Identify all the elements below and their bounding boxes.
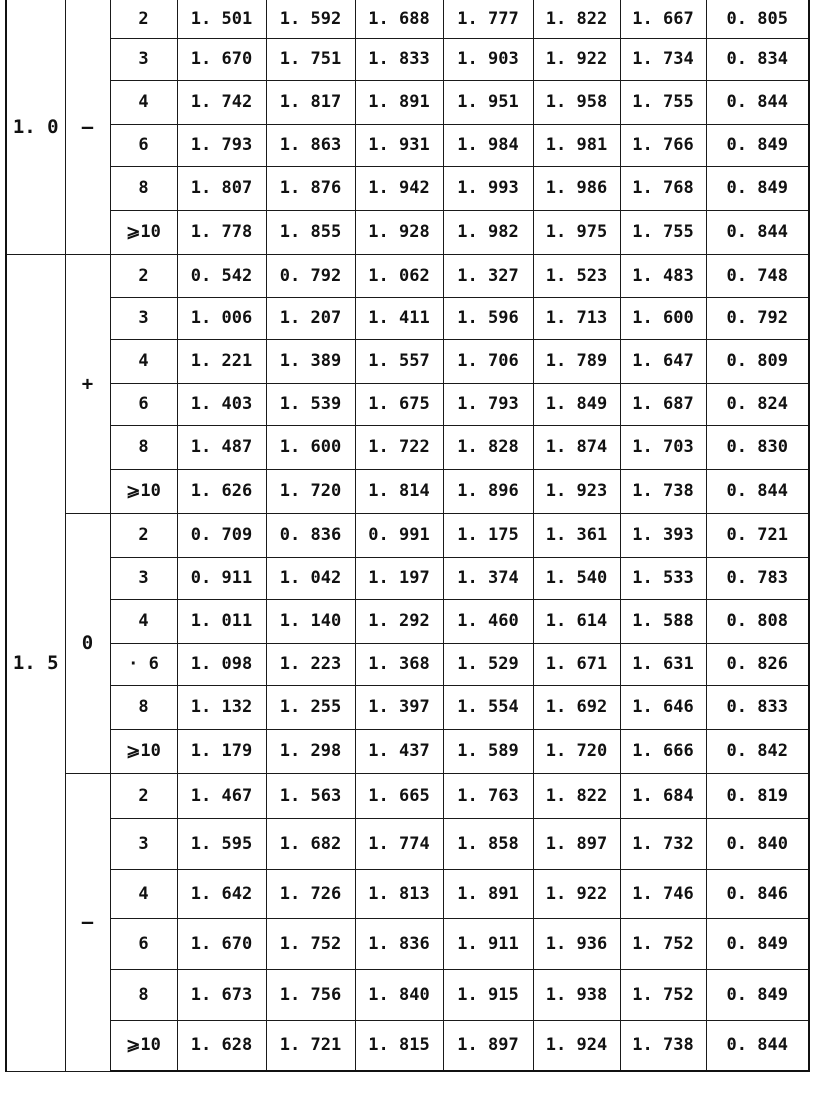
value-cell: 1. 793: [443, 383, 533, 425]
value-cell: 1. 849: [533, 383, 620, 425]
value-cell: 1. 327: [443, 254, 533, 297]
value-cell: 1. 911: [443, 918, 533, 969]
value-cell: 1. 675: [355, 383, 443, 425]
value-cell: 1. 840: [355, 969, 443, 1020]
value-cell: 1. 931: [355, 124, 443, 166]
value-cell: 1. 876: [266, 166, 355, 210]
value-cell: 0. 849: [706, 969, 809, 1020]
value-cell: 1. 922: [533, 38, 620, 80]
value-cell: 1. 928: [355, 210, 443, 254]
value-cell: 1. 501: [177, 0, 266, 38]
value-cell: 1. 713: [533, 297, 620, 339]
value-cell: 1. 752: [266, 918, 355, 969]
table-row: [6, 729, 809, 773]
n-cell: 6: [110, 918, 177, 969]
value-cell: 1. 600: [620, 297, 706, 339]
value-cell: 1. 467: [177, 773, 266, 818]
n-cell: ⩾10: [110, 729, 177, 773]
value-cell: 0. 808: [706, 599, 809, 643]
value-cell: 1. 951: [443, 80, 533, 124]
n-cell: ⩾10: [110, 469, 177, 513]
n-cell: 4: [110, 80, 177, 124]
value-cell: 1. 554: [443, 685, 533, 729]
table-row: [6, 210, 809, 254]
value-cell: 0. 709: [177, 513, 266, 557]
value-cell: 1. 833: [355, 38, 443, 80]
table-row: [6, 38, 809, 80]
value-cell: 1. 756: [266, 969, 355, 1020]
value-cell: 1. 529: [443, 643, 533, 685]
value-cell: 1. 814: [355, 469, 443, 513]
value-cell: 1. 393: [620, 513, 706, 557]
value-cell: 0. 805: [706, 0, 809, 38]
value-cell: 1. 828: [443, 425, 533, 469]
value-cell: 1. 897: [533, 818, 620, 869]
value-cell: 1. 768: [620, 166, 706, 210]
value-cell: 1. 540: [533, 557, 620, 599]
n-cell: 8: [110, 166, 177, 210]
value-cell: 1. 752: [620, 969, 706, 1020]
value-cell: 1. 596: [443, 297, 533, 339]
table-body: [6, 0, 809, 1071]
value-cell: 1. 397: [355, 685, 443, 729]
sign-cell: 0: [65, 513, 110, 773]
value-cell: 0. 792: [266, 254, 355, 297]
n-cell: 2: [110, 254, 177, 297]
value-cell: 1. 789: [533, 339, 620, 383]
n-cell: 3: [110, 818, 177, 869]
value-cell: 1. 891: [443, 869, 533, 918]
value-cell: 1. 751: [266, 38, 355, 80]
table-row: [6, 643, 809, 685]
value-cell: 1. 732: [620, 818, 706, 869]
value-cell: 1. 924: [533, 1020, 620, 1071]
table-row: [6, 425, 809, 469]
table-row: [6, 1020, 809, 1071]
value-cell: 0. 834: [706, 38, 809, 80]
value-cell: 1. 975: [533, 210, 620, 254]
coefficient-table: [5, 0, 810, 1072]
value-cell: 1. 179: [177, 729, 266, 773]
value-cell: 1. 595: [177, 818, 266, 869]
value-cell: 1. 062: [355, 254, 443, 297]
value-cell: 0. 826: [706, 643, 809, 685]
n-cell: 8: [110, 969, 177, 1020]
value-cell: 1. 763: [443, 773, 533, 818]
value-cell: 1. 981: [533, 124, 620, 166]
n-cell: 4: [110, 339, 177, 383]
table-row: [6, 818, 809, 869]
table-row: [6, 773, 809, 818]
value-cell: 0. 542: [177, 254, 266, 297]
value-cell: 1. 896: [443, 469, 533, 513]
value-cell: 1. 734: [620, 38, 706, 80]
value-cell: 1. 903: [443, 38, 533, 80]
value-cell: 1. 646: [620, 685, 706, 729]
sign-cell: —: [65, 773, 110, 1071]
value-cell: 1. 631: [620, 643, 706, 685]
value-cell: 1. 836: [355, 918, 443, 969]
table-row: [6, 685, 809, 729]
value-cell: 1. 403: [177, 383, 266, 425]
value-cell: 1. 533: [620, 557, 706, 599]
value-cell: 1. 175: [443, 513, 533, 557]
value-cell: 0. 991: [355, 513, 443, 557]
value-cell: 1. 822: [533, 773, 620, 818]
value-cell: 1. 460: [443, 599, 533, 643]
value-cell: 1. 703: [620, 425, 706, 469]
value-cell: 0. 840: [706, 818, 809, 869]
value-cell: 1. 936: [533, 918, 620, 969]
table-row: [6, 513, 809, 557]
value-cell: 0. 783: [706, 557, 809, 599]
sign-cell: —: [65, 0, 110, 254]
value-cell: 1. 815: [355, 1020, 443, 1071]
value-cell: 1. 557: [355, 339, 443, 383]
value-cell: 1. 722: [355, 425, 443, 469]
value-cell: 1. 665: [355, 773, 443, 818]
value-cell: 1. 688: [355, 0, 443, 38]
value-cell: 1. 626: [177, 469, 266, 513]
value-cell: 1. 588: [620, 599, 706, 643]
value-cell: 0. 819: [706, 773, 809, 818]
value-cell: 1. 958: [533, 80, 620, 124]
value-cell: 1. 746: [620, 869, 706, 918]
value-cell: 1. 993: [443, 166, 533, 210]
table-row: [6, 124, 809, 166]
value-cell: 0. 824: [706, 383, 809, 425]
value-cell: 1. 687: [620, 383, 706, 425]
value-cell: 1. 752: [620, 918, 706, 969]
value-cell: 1. 874: [533, 425, 620, 469]
value-cell: 0. 844: [706, 469, 809, 513]
value-cell: 1. 437: [355, 729, 443, 773]
value-cell: 1. 374: [443, 557, 533, 599]
value-cell: 1. 197: [355, 557, 443, 599]
table-row: [6, 0, 809, 38]
value-cell: 1. 777: [443, 0, 533, 38]
value-cell: 1. 738: [620, 1020, 706, 1071]
table-row: [6, 557, 809, 599]
value-cell: 1. 389: [266, 339, 355, 383]
value-cell: 0. 748: [706, 254, 809, 297]
value-cell: 1. 670: [177, 918, 266, 969]
value-cell: 1. 897: [443, 1020, 533, 1071]
value-cell: 1. 292: [355, 599, 443, 643]
value-cell: 1. 140: [266, 599, 355, 643]
table-row: [6, 166, 809, 210]
value-cell: 1. 774: [355, 818, 443, 869]
value-cell: 1. 589: [443, 729, 533, 773]
value-cell: 0. 844: [706, 1020, 809, 1071]
value-cell: 1. 483: [620, 254, 706, 297]
value-cell: 1. 982: [443, 210, 533, 254]
n-cell: 4: [110, 869, 177, 918]
value-cell: 1. 807: [177, 166, 266, 210]
value-cell: 1. 361: [533, 513, 620, 557]
sign-cell: +: [65, 254, 110, 513]
value-cell: 1. 778: [177, 210, 266, 254]
n-cell: ⩾10: [110, 1020, 177, 1071]
table-row: [6, 469, 809, 513]
value-cell: 1. 793: [177, 124, 266, 166]
table-row: [6, 297, 809, 339]
value-cell: 1. 684: [620, 773, 706, 818]
value-cell: 1. 755: [620, 210, 706, 254]
value-cell: 0. 842: [706, 729, 809, 773]
value-cell: 1. 098: [177, 643, 266, 685]
value-cell: 1. 042: [266, 557, 355, 599]
n-cell: 3: [110, 557, 177, 599]
n-cell: · 6: [110, 643, 177, 685]
value-cell: 1. 642: [177, 869, 266, 918]
value-cell: 0. 849: [706, 166, 809, 210]
table-row: [6, 969, 809, 1020]
value-cell: 1. 915: [443, 969, 533, 1020]
value-cell: 1. 673: [177, 969, 266, 1020]
n-cell: 3: [110, 297, 177, 339]
table-row: [6, 918, 809, 969]
table-row: [6, 599, 809, 643]
value-cell: 1. 539: [266, 383, 355, 425]
table-row: [6, 869, 809, 918]
value-cell: 0. 911: [177, 557, 266, 599]
value-cell: 1. 822: [533, 0, 620, 38]
value-cell: 1. 592: [266, 0, 355, 38]
value-cell: 0. 844: [706, 210, 809, 254]
value-cell: 1. 207: [266, 297, 355, 339]
value-cell: 1. 682: [266, 818, 355, 869]
value-cell: 1. 600: [266, 425, 355, 469]
value-cell: 1. 813: [355, 869, 443, 918]
n-cell: 3: [110, 38, 177, 80]
n-cell: 6: [110, 124, 177, 166]
value-cell: 1. 942: [355, 166, 443, 210]
value-cell: 1. 223: [266, 643, 355, 685]
value-cell: 1. 563: [266, 773, 355, 818]
value-cell: 0. 846: [706, 869, 809, 918]
value-cell: 1. 523: [533, 254, 620, 297]
value-cell: 1. 863: [266, 124, 355, 166]
value-cell: 1. 666: [620, 729, 706, 773]
ratio-cell: 1. 5: [6, 254, 65, 1071]
value-cell: 1. 298: [266, 729, 355, 773]
value-cell: 1. 628: [177, 1020, 266, 1071]
value-cell: 1. 667: [620, 0, 706, 38]
value-cell: 1. 647: [620, 339, 706, 383]
table-row: [6, 339, 809, 383]
value-cell: 1. 726: [266, 869, 355, 918]
n-cell: ⩾10: [110, 210, 177, 254]
value-cell: 1. 984: [443, 124, 533, 166]
value-cell: 1. 742: [177, 80, 266, 124]
value-cell: 1. 368: [355, 643, 443, 685]
value-cell: 1. 487: [177, 425, 266, 469]
value-cell: 0. 792: [706, 297, 809, 339]
value-cell: 0. 833: [706, 685, 809, 729]
table-row: [6, 383, 809, 425]
value-cell: 1. 011: [177, 599, 266, 643]
value-cell: 1. 738: [620, 469, 706, 513]
n-cell: 8: [110, 425, 177, 469]
value-cell: 1. 255: [266, 685, 355, 729]
value-cell: 1. 986: [533, 166, 620, 210]
n-cell: 8: [110, 685, 177, 729]
n-cell: 2: [110, 0, 177, 38]
value-cell: 1. 670: [177, 38, 266, 80]
value-cell: 1. 922: [533, 869, 620, 918]
n-cell: 4: [110, 599, 177, 643]
value-cell: 0. 809: [706, 339, 809, 383]
value-cell: 0. 830: [706, 425, 809, 469]
value-cell: 1. 671: [533, 643, 620, 685]
value-cell: 1. 755: [620, 80, 706, 124]
value-cell: 0. 849: [706, 124, 809, 166]
value-cell: 1. 692: [533, 685, 620, 729]
value-cell: 1. 720: [266, 469, 355, 513]
value-cell: 1. 006: [177, 297, 266, 339]
value-cell: 1. 858: [443, 818, 533, 869]
value-cell: 1. 720: [533, 729, 620, 773]
value-cell: 1. 891: [355, 80, 443, 124]
table-page: [5, 0, 810, 1072]
value-cell: 1. 221: [177, 339, 266, 383]
value-cell: 0. 844: [706, 80, 809, 124]
value-cell: 1. 614: [533, 599, 620, 643]
n-cell: 2: [110, 513, 177, 557]
value-cell: 1. 817: [266, 80, 355, 124]
value-cell: 1. 721: [266, 1020, 355, 1071]
value-cell: 1. 923: [533, 469, 620, 513]
table-row: [6, 254, 809, 297]
n-cell: 2: [110, 773, 177, 818]
value-cell: 0. 836: [266, 513, 355, 557]
value-cell: 1. 938: [533, 969, 620, 1020]
ratio-cell: 1. 0: [6, 0, 65, 254]
value-cell: 1. 766: [620, 124, 706, 166]
value-cell: 1. 132: [177, 685, 266, 729]
value-cell: 0. 849: [706, 918, 809, 969]
n-cell: 6: [110, 383, 177, 425]
value-cell: 1. 411: [355, 297, 443, 339]
value-cell: 1. 706: [443, 339, 533, 383]
value-cell: 1. 855: [266, 210, 355, 254]
value-cell: 0. 721: [706, 513, 809, 557]
table-row: [6, 80, 809, 124]
